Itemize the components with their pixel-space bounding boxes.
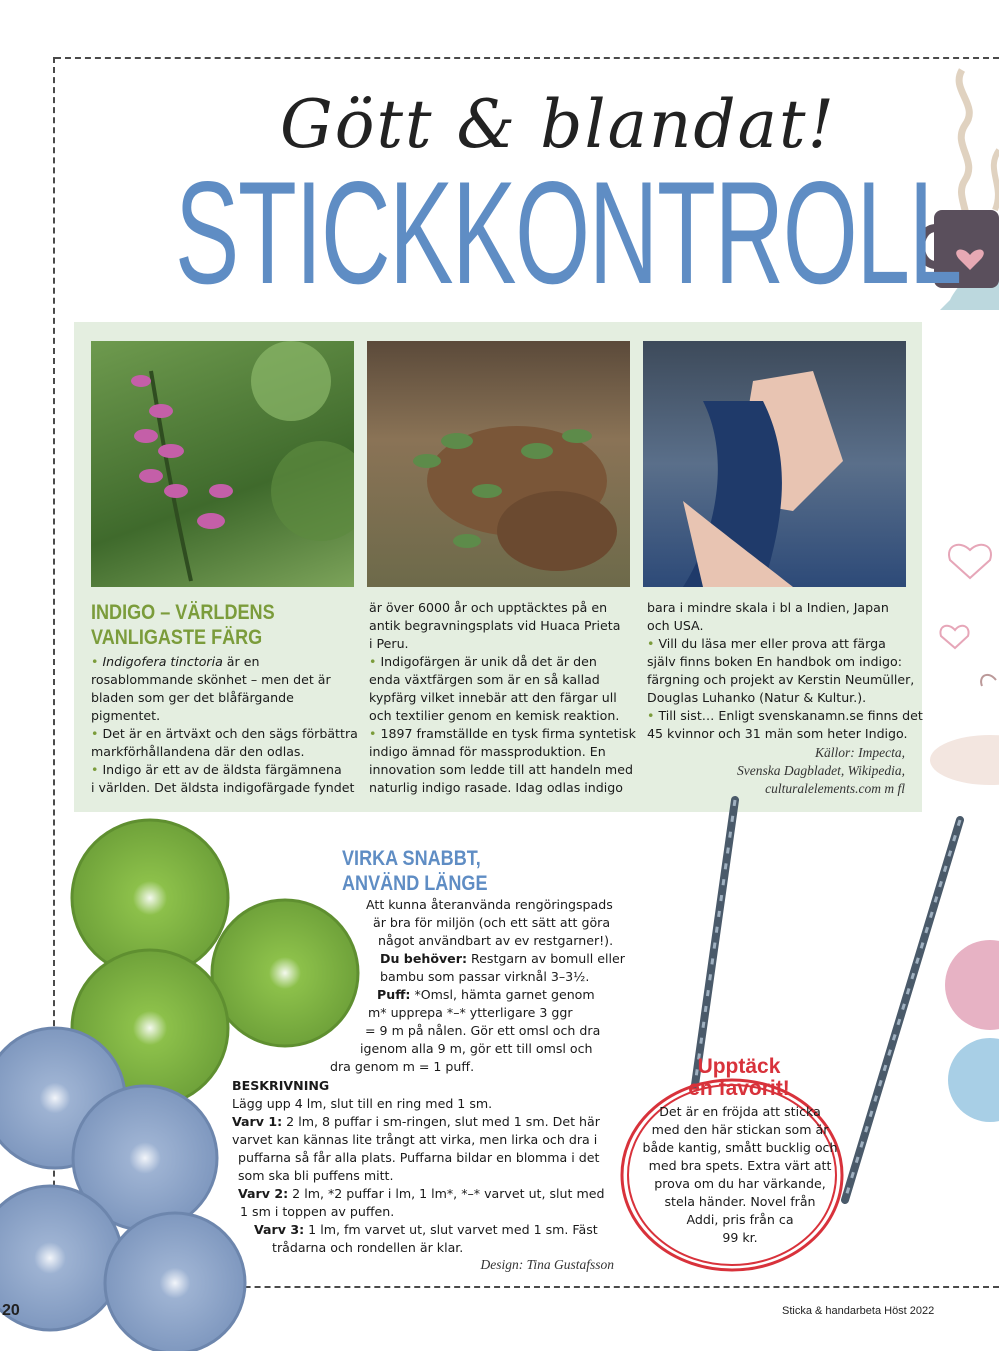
text-line (647, 725, 912, 743)
line-text: trådarna och rondellen är klar. (272, 1240, 464, 1255)
text-line (647, 599, 912, 617)
line-text: Douglas Luhanko (Natur & Kultur.). (647, 690, 867, 705)
line-text: 2 lm, 8 puffar i sm-ringen, slut med 1 sm. Det här (282, 1114, 600, 1129)
text-line (330, 1040, 630, 1058)
text-line (91, 671, 356, 689)
line-text: markförhållandena där den odlas. (91, 744, 305, 759)
line-text: varvet kan kännas lite trångt att virka, men lirka och dra i (232, 1132, 598, 1147)
text-line (330, 986, 630, 1004)
text-line (369, 635, 634, 653)
text-line (369, 725, 634, 743)
line-text: enda växtfärgen som är en så kallad (369, 672, 600, 687)
line-text: antik begravningsplats vid Huaca Prieta (369, 618, 621, 633)
line-text: Vill du läsa mer eller prova att färga (654, 636, 886, 651)
line-text: är över 6000 år och upptäcktes på en (369, 600, 608, 615)
line-text: innovation som ledde till att handeln med (369, 762, 633, 777)
bold-label: Du behöver: (380, 951, 467, 966)
line-text: m* upprepa *–* ytterligare 3 ggr (368, 1005, 573, 1020)
line-text: färgning och projekt av Kerstin Neumüller, (647, 672, 915, 687)
line-text: Det är en ärtväxt och den sägs förbättra (98, 726, 358, 741)
favorite-text-line: både kantig, smått bucklig och (642, 1140, 838, 1155)
text-line (330, 968, 630, 986)
crochet-intro (330, 896, 630, 1076)
italic-term: Indigofera tinctoria (98, 654, 223, 669)
text-line (232, 1149, 612, 1167)
bullet-marker: • (369, 726, 377, 741)
magazine-name: Sticka & handarbeta Höst 2022 (782, 1305, 935, 1317)
indigo-yarn-hand-photo (643, 341, 906, 587)
text-line (369, 617, 634, 635)
line-text: bambu som passar virknål 3–3½. (380, 969, 590, 984)
text-line (369, 689, 634, 707)
text-line (232, 1203, 612, 1221)
text-line (91, 779, 356, 797)
text-line (232, 1113, 612, 1131)
line-text: *Omsl, hämta garnet genom (410, 987, 595, 1002)
text-line (647, 689, 912, 707)
indigo-column-1 (91, 653, 356, 797)
bold-label: Varv 3: (254, 1222, 305, 1237)
main-title: STICKKONTROLL (175, 151, 961, 314)
bullet-marker: • (91, 654, 99, 669)
text-line (369, 779, 634, 797)
bullet-marker: • (91, 726, 99, 741)
favorite-text-line: Addi, pris från ca (686, 1212, 794, 1227)
favorite-text-line: med den här stickan som är (651, 1122, 829, 1137)
page-number: 20 (2, 1302, 20, 1319)
indigo-heading-line-2: VANLIGASTE FÄRG (91, 626, 263, 649)
source-line: Källor: Impecta, (815, 745, 905, 760)
bullet-marker: • (91, 762, 99, 777)
line-text: Indigofärgen är unik då det är den (376, 654, 597, 669)
text-line (647, 671, 915, 689)
text-line (91, 743, 356, 761)
bold-label: Varv 2: (238, 1186, 289, 1201)
text-line (330, 914, 630, 932)
indigo-column-2 (369, 599, 634, 797)
top-dashed-border (55, 57, 999, 59)
line-text: är en (222, 654, 260, 669)
favorite-text-line: Det är en fröjda att sticka (659, 1104, 821, 1119)
line-text: Lägg upp 4 lm, slut till en ring med 1 sm. (232, 1096, 493, 1111)
line-text: pigmentet. (91, 708, 161, 723)
text-line (232, 1095, 612, 1113)
crochet-heading-line-1: VIRKA SNABBT, (342, 847, 481, 870)
script-title: Gött & blandat! (280, 86, 837, 163)
text-line (330, 950, 630, 968)
line-text: igenom alla 9 m, gör ett till omsl och (360, 1041, 593, 1056)
line-text: = 9 m på nålen. Gör ett omsl och dra (365, 1023, 601, 1038)
text-line (91, 653, 356, 671)
line-text: är bra för miljön (och ett sätt att göra (373, 915, 611, 930)
line-text: själv finns boken En handbok om indigo: (647, 654, 902, 669)
line-text: bara i mindre skala i bl a Indien, Japan (647, 600, 889, 615)
text-line (232, 1185, 612, 1203)
bold-label: Varv 1: (232, 1114, 283, 1129)
line-text: Restgarn av bomull eller (466, 951, 625, 966)
line-text: 1 lm, fm varvet ut, slut varvet med 1 sm. Fäst (304, 1222, 598, 1237)
text-line (330, 932, 630, 950)
favorite-text-line: med bra spets. Extra värt att (648, 1158, 832, 1173)
text-line (232, 1239, 612, 1257)
design-credit: Design: Tina Gustafsson (480, 1257, 614, 1272)
bullet-marker: • (647, 636, 655, 651)
bullet-marker: • (647, 708, 655, 723)
text-line (232, 1221, 612, 1239)
favorite-text (640, 1103, 840, 1247)
favorite-text-line: 99 kr. (722, 1230, 758, 1245)
crochet-description (232, 1095, 612, 1257)
line-text: kypfärg vilket innebär att den färgar ull (369, 690, 617, 705)
text-line (369, 707, 634, 725)
favorite-heading-line-1: Upptäck (697, 1055, 781, 1078)
line-text: som ska bli puffens mitt. (238, 1168, 394, 1183)
line-text: i världen. Det äldsta indigofärgade fyndet (91, 780, 355, 795)
line-text: i Peru. (369, 636, 409, 651)
line-text: och textilier genom en kemisk reaktion. (369, 708, 620, 723)
text-line (232, 1131, 612, 1149)
favorite-text-line: prova om du har värkande, (654, 1176, 826, 1191)
text-line (647, 707, 923, 725)
text-line (647, 635, 912, 653)
line-text: puffarna så får alla plats. Puffarna bildar en blomma i det (238, 1150, 600, 1165)
line-text: Att kunna återanvända rengöringspads (366, 897, 613, 912)
source-line: Svenska Dagbladet, Wikipedia, (737, 763, 905, 778)
text-line (369, 761, 634, 779)
text-line (91, 707, 356, 725)
indigo-column-3 (647, 599, 923, 743)
text-line (369, 599, 634, 617)
text-line (330, 1022, 630, 1040)
line-text: 2 lm, *2 puffar i lm, 1 lm*, *–* varvet ut, slut med (288, 1186, 605, 1201)
source-line: culturalelements.com m fl (765, 781, 905, 796)
favorite-heading-line-2: en favorit! (688, 1077, 790, 1100)
text-line (369, 743, 634, 761)
line-text: naturlig indigo rasade. Idag odlas indigo (369, 780, 623, 795)
line-text: och USA. (647, 618, 704, 633)
line-text: Till sist… Enligt svenskanamn.se finns det (654, 708, 923, 723)
text-line (91, 725, 356, 743)
text-line (647, 653, 912, 671)
line-text: dra genom m = 1 puff. (330, 1059, 475, 1074)
line-text: bladen som ger det blåfärgande (91, 690, 294, 705)
line-text: 45 kvinnor och 31 män som heter Indigo. (647, 726, 908, 741)
text-line (330, 1004, 630, 1022)
text-line (647, 617, 912, 635)
line-text: 1897 framställde en tysk firma syntetisk (376, 726, 636, 741)
text-line (91, 761, 356, 779)
text-line (369, 653, 634, 671)
line-text: 1 sm i toppen av puffen. (240, 1204, 395, 1219)
line-text: något användbart av ev restgarner!). (378, 933, 614, 948)
text-line (232, 1167, 612, 1185)
text-line (91, 689, 356, 707)
text-line (330, 1058, 630, 1076)
indigo-heading-line-1: INDIGO – VÄRLDENS (91, 601, 275, 624)
line-text: Indigo är ett av de äldsta färgämnena (98, 762, 342, 777)
line-text: indigo ämnad för massproduktion. En (369, 744, 606, 759)
indigo-flower-photo (91, 341, 354, 587)
hands-with-leaves-photo (367, 341, 630, 587)
line-text: rosablommande skönhet – men det är (91, 672, 331, 687)
bullet-marker: • (369, 654, 377, 669)
bold-label: Puff: (377, 987, 411, 1002)
crochet-description-heading: BESKRIVNING (232, 1078, 330, 1093)
text-line (369, 671, 634, 689)
text-line (330, 896, 630, 914)
crochet-heading-line-2: ANVÄND LÄNGE (342, 872, 488, 895)
favorite-text-line: stela händer. Novel från (664, 1194, 816, 1209)
